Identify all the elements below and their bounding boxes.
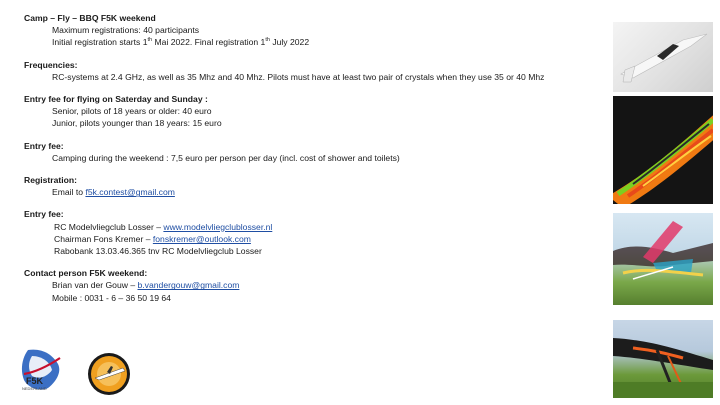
max-registrations: Maximum registrations: 40 participants [52,25,200,36]
wing-closeup-photo [613,96,713,204]
entry-fee-camping-heading: Entry fee: [24,140,64,151]
frequencies-heading: Frequencies: [24,59,78,70]
entry-fee-flying-heading: Entry fee for flying on Saterday and Sunday : [24,94,208,105]
glider-photo [613,22,713,92]
frequencies-section [24,59,604,83]
page-title: Camp – Fly – BBQ F5K weekend [24,13,156,23]
flyer-text [24,12,604,314]
f5k-nederland-logo [18,346,64,392]
gliders-grass-photo [613,320,713,398]
contact-email-link[interactable]: b.vandergouw@gmail.com [137,280,240,291]
bank-account: Rabobank 13.03.46.365 tnv RC Modelvliegclub Losser [54,246,262,257]
chairman-line: Chairman Fons Kremer – fonskremer@outlook.com [54,233,251,244]
f5k-logo-text: F5K [26,376,44,386]
contact-heading: Contact person F5K weekend: [24,268,148,279]
club-website-link[interactable]: www.modelvliegclublosser.nl [163,221,273,232]
registration-section [24,174,604,198]
registration-email-link[interactable]: f5k.contest@gmail.com [85,187,175,198]
registration-heading: Registration: [24,175,77,186]
contact-mobile: Mobile : 0031 - 6 – 36 50 19 64 [52,292,171,303]
senior-fee: Senior, pilots of 18 years or older: 40 euro [52,106,212,117]
frequencies-text: RC-systems at 2.4 GHz, as well as 35 Mhz and 40 Mhz. Pilots must have at least two pair of crystals when they use 35 or 40 Mhz [52,71,545,82]
colorful-glider-photo [613,213,713,305]
contact-name-line: Brian van der Gouw – b.vandergouw@gmail.com [52,280,240,291]
f5k-logo-subtext: NEDERLAND [22,386,47,391]
registration-email-line: Email to f5k.contest@gmail.com [52,187,175,198]
junior-fee: Junior, pilots younger than 18 years: 15 euro [52,118,222,129]
registration-dates: Initial registration starts 1th Mai 2022. Final registration 1th July 2022 [52,37,310,48]
entry-fee-flying-section [24,93,604,130]
entry-fee-camping-section [24,140,604,164]
club-badge-logo [87,352,131,396]
entry-fee-contact-heading: Entry fee: [24,209,64,220]
camping-fee: Camping during the weekend : 7,5 euro per person per day (incl. cost of shower and toilets) [52,152,400,163]
entry-fee-contact-section [24,208,604,257]
intro-section [24,12,604,49]
chairman-email-link[interactable]: fonskremer@outlook.com [152,233,251,244]
contact-section [24,267,604,304]
club-line: RC Modelvliegclub Losser – www.modelvliegclublosser.nl [54,221,273,232]
